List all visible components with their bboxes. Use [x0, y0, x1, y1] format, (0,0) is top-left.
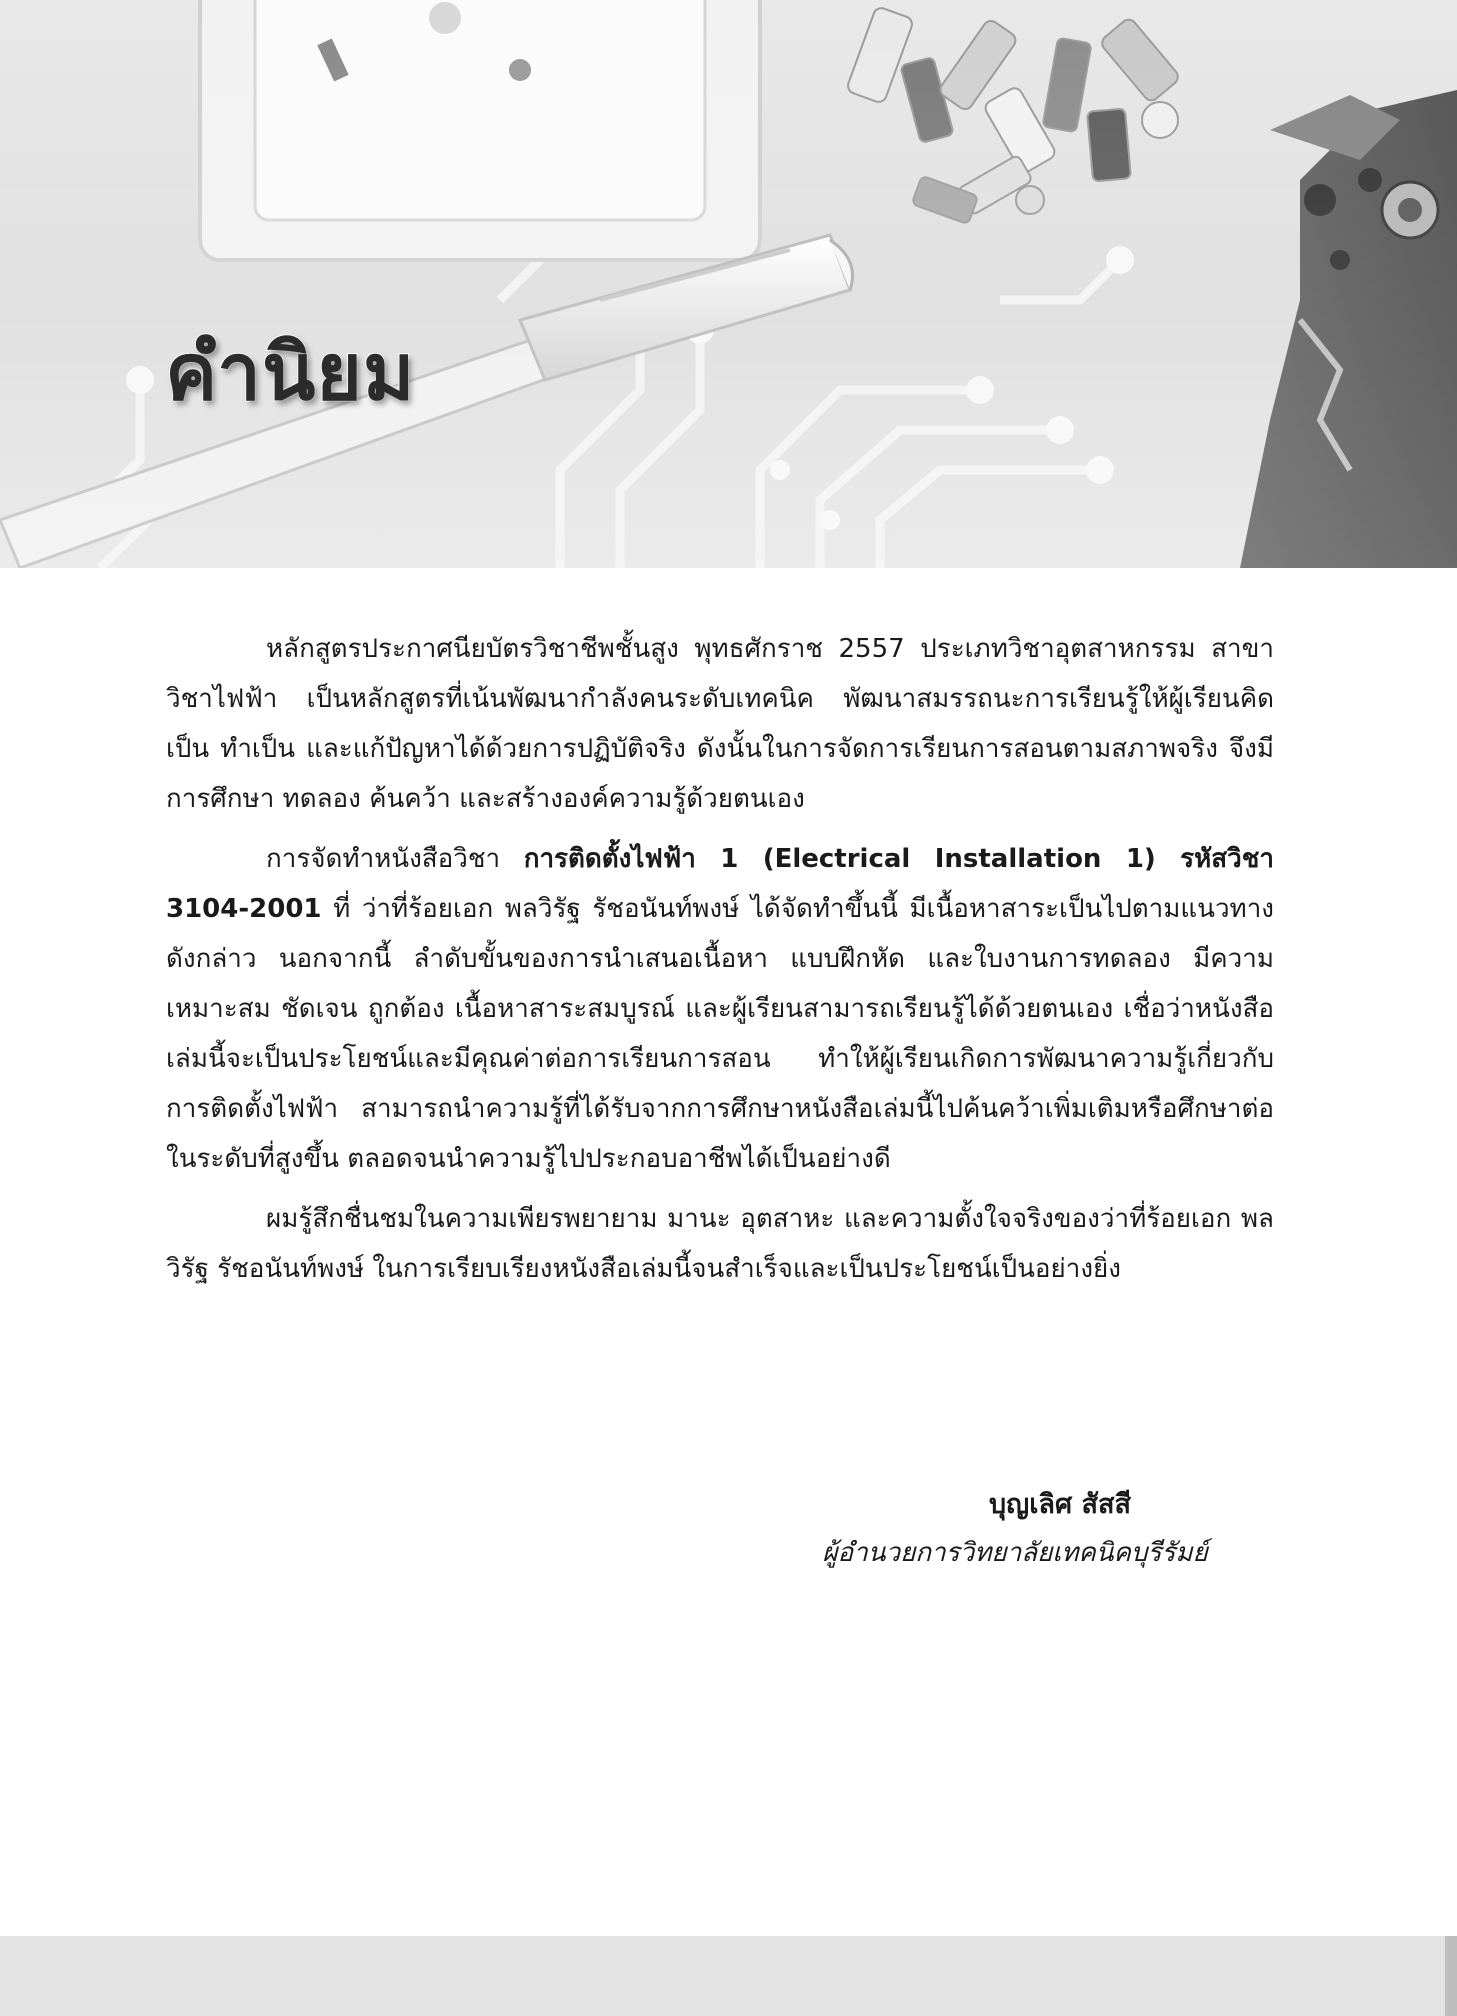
paragraph-2-rest: ที่ ว่าที่ร้อยเอก พลวิรัฐ รัชอนันท์พงษ์ ได้จัดทำขึ้นนี้ มีเนื้อหาสาระเป็นไปตามแนวทางดังกล่าว นอกจากนี้ ลำดับขั้นของการนำเสนอเนื้อหา แบบฝึกหัด และใบงานการทดลอง มีความเหมาะสม ชัดเจน ถูกต้อง เนื้อหาสาระสมบูรณ์ และผู้เรียนสามารถเรียนรู้ได้ด้วยตนเอง เชื่อว่าหนังสือเล่มนี้จะเป็นประโยชน์และมีคุณค่าต่อการเรียนการสอน ทำให้ผู้เรียนเกิดการพัฒนาความรู้เกี่ยวกับการติดตั้งไฟฟ้า สามารถนำความรู้ที่ได้รับจากการศึกษาหนังสือเล่มนี้ไปค้นคว้าเพิ่มเติมหรือศึกษาต่อในระดับที่สูงขึ้น ตลอดจนนำความรู้ไปประกอบอาชีพได้เป็นอย่างดี: [166, 894, 1274, 1174]
signature-block: [760, 1480, 1270, 1576]
electrical-tools-photo: [0, 0, 1457, 568]
footer-band: [0, 1936, 1445, 2016]
course-title: การติดตั้งไฟฟ้า 1 (Electrical Installation 1) รหัสวิชา 3104-2001: [166, 844, 1274, 924]
paragraph-2-intro: การจัดทำหนังสือวิชา: [266, 844, 524, 874]
signer-name: บุญเลิศ สัสสี: [989, 1489, 1131, 1520]
paragraph-3: ผมรู้สึกชื่นชมในความเพียรพยายาม มานะ อุตสาหะ และความตั้งใจจริงของว่าที่ร้อยเอก พลวิรัฐ รัชอนันท์พงษ์ ในการเรียบเรียงหนังสือเล่มนี้จนสำเร็จและเป็นประโยชน์เป็นอย่างยิ่ง: [166, 1204, 1274, 1284]
page-title: คำนิยม: [165, 328, 416, 418]
signer-position: ผู้อำนวยการวิทยาลัยเทคนิคบุรีรัมย์: [822, 1538, 1208, 1568]
paragraph-2: [166, 834, 1274, 1184]
paragraph-1: หลักสูตรประกาศนียบัตรวิชาชีพชั้นสูง พุทธศักราช 2557 ประเภทวิชาอุตสาหกรรม สาขาวิชาไฟฟ้า เป็นหลักสูตรที่เน้นพัฒนากำลังคนระดับเทคนิค พัฒนาสมรรถนะการเรียนรู้ให้ผู้เรียนคิดเป็น ทำเป็น และแก้ปัญหาได้ด้วยการปฏิบัติจริง ดังนั้นในการจัดการเรียนการสอนตามสภาพจริง จึงมีการศึกษา ทดลอง ค้นคว้า และสร้างองค์ความรู้ด้วยตนเอง: [166, 634, 1274, 814]
header-photo-banner: [0, 0, 1457, 568]
foreword-body: [166, 624, 1274, 1304]
page-edge: [1445, 1936, 1457, 2016]
